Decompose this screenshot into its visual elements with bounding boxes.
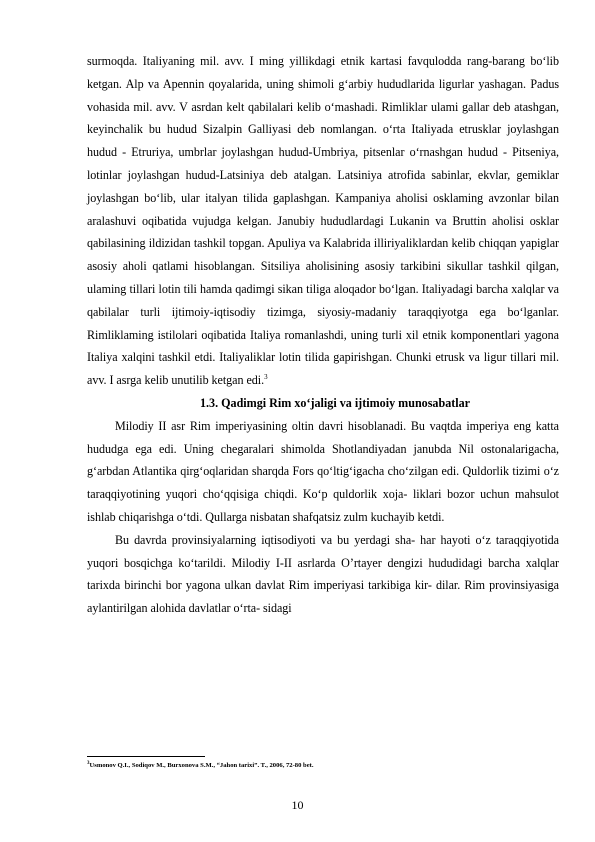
footnote bbox=[87, 761, 559, 770]
footnote-reference[interactable]: 3 bbox=[264, 373, 268, 382]
body-paragraph-3: Bu davrda provinsiyalarning iqtisodiyoti va bu yerdagi sha- har hayoti o‘z taraqqiyotida yuqori bosqichga ko‘tarildi. Milodiy I-II asrlarda O’rtayer dengizi hududidagi barcha xalqlar tarixda birinchi bor yagona ulkan davlat Rim imperiyasi tarkibiga kir- dilar. Rim provinsiyasiga aylantirilgan alohida davlatlar o‘rta- sidagi bbox=[87, 532, 559, 616]
footnote-separator bbox=[87, 756, 205, 757]
page-body bbox=[87, 50, 559, 620]
paragraph-1-text: surmoqda. Italiyaning mil. avv. I ming yillikdagi etnik kartasi favqulodda rang-barang bo‘lib ketgan. Alp va Apennin qoyalarida, uning shimoli g‘arbiy hududlarida ligurlar yashagan. Padus vohasida mil. avv. V asrdan kelt qabilalari kelib o‘mashadi. Rimliklar ulami gallar deb atashgan, keyinchalik bu hudud Sizalpin Galliyasi deb nomlangan. o‘rta Italiyada etrusklar joylashgan hudud - Etruriya, umbrlar joylashgan hudud-Umbriya, pitsenlar o‘rnashgan hudud - Pitseniya, lotinlar joylashgan hudud-Latsiniya deb atalgan. Latsiniya atrofida sabinlar, ekvlar, gemiklar joylashgan bo‘lib, ular italyan tilida gaplashgan. Kampaniya aholisi osklaming avzonlar bilan aralashuvi oqibatida vujudga kelgan. Janubiy hududlardagi Lukanin va Bruttin aholisi osklar qabilasining ildizidan tashkil topgan. Apuliya va Kalabrida illiriyaliklardan kelib chiqqan yapiglar asosiy aholi qatlami hisoblangan. Sitsiliya aholisining asosiy tarkibini sikullar tashkil qilgan, ulaming tillari lotin tili hamda qadimgi sikan tiliga aloqador bo‘lgan. Italiyadagi barcha xalqlar va qabilalar turli ijtimoiy-iqtisodiy tizimga, siyosiy-madaniy taraqqiyotga ega bo‘lganlar. Rimliklaming istilolari oqibatida Italiya romanlashdi, uning turli xil etnik komponentlari yagona Italiya xalqini tashkil etdi. Italiyaliklar lotin tilida gapirishgan. Chunki etrusk va ligur tillari mil. avv. I asrga kelib unutilib ketgan edi. bbox=[87, 54, 559, 388]
footnote-marker: 3 bbox=[87, 760, 90, 766]
page-number: 10 bbox=[291, 798, 304, 812]
section-heading: 1.3. Qadimgi Rim xo‘jaligi va ijtimoiy munosabatlar bbox=[199, 395, 471, 410]
footnote-text: Usmonov Q.I., Sodiqov M., Burxonova S.M., “Jahon tarixi”. T., 2006, 72-80 bet. bbox=[89, 762, 314, 769]
body-paragraph-1 bbox=[87, 50, 559, 392]
body-paragraph-2: Milodiy II asr Rim imperiyasining oltin davri hisoblanadi. Bu vaqtda imperiya eng katta hududga ega edi. Uning chegaralari shimolda Shotlandiyadan janubda Nil ostonalarigacha, g‘arbdan Atlantika qirg‘oqlaridan sharqda Fors qo‘ltig‘igacha cho‘zilgan edi. Quldorlik tizimi o‘z taraqqiyotining yuqori cho‘qqisiga chiqdi. Ko‘p quldorlik xoja- liklari bozor uchun mahsulot ishlab chiqarishga o‘tdi. Qullarga nisbatan shafqatsiz zulm kuchayib ketdi. bbox=[87, 418, 559, 524]
